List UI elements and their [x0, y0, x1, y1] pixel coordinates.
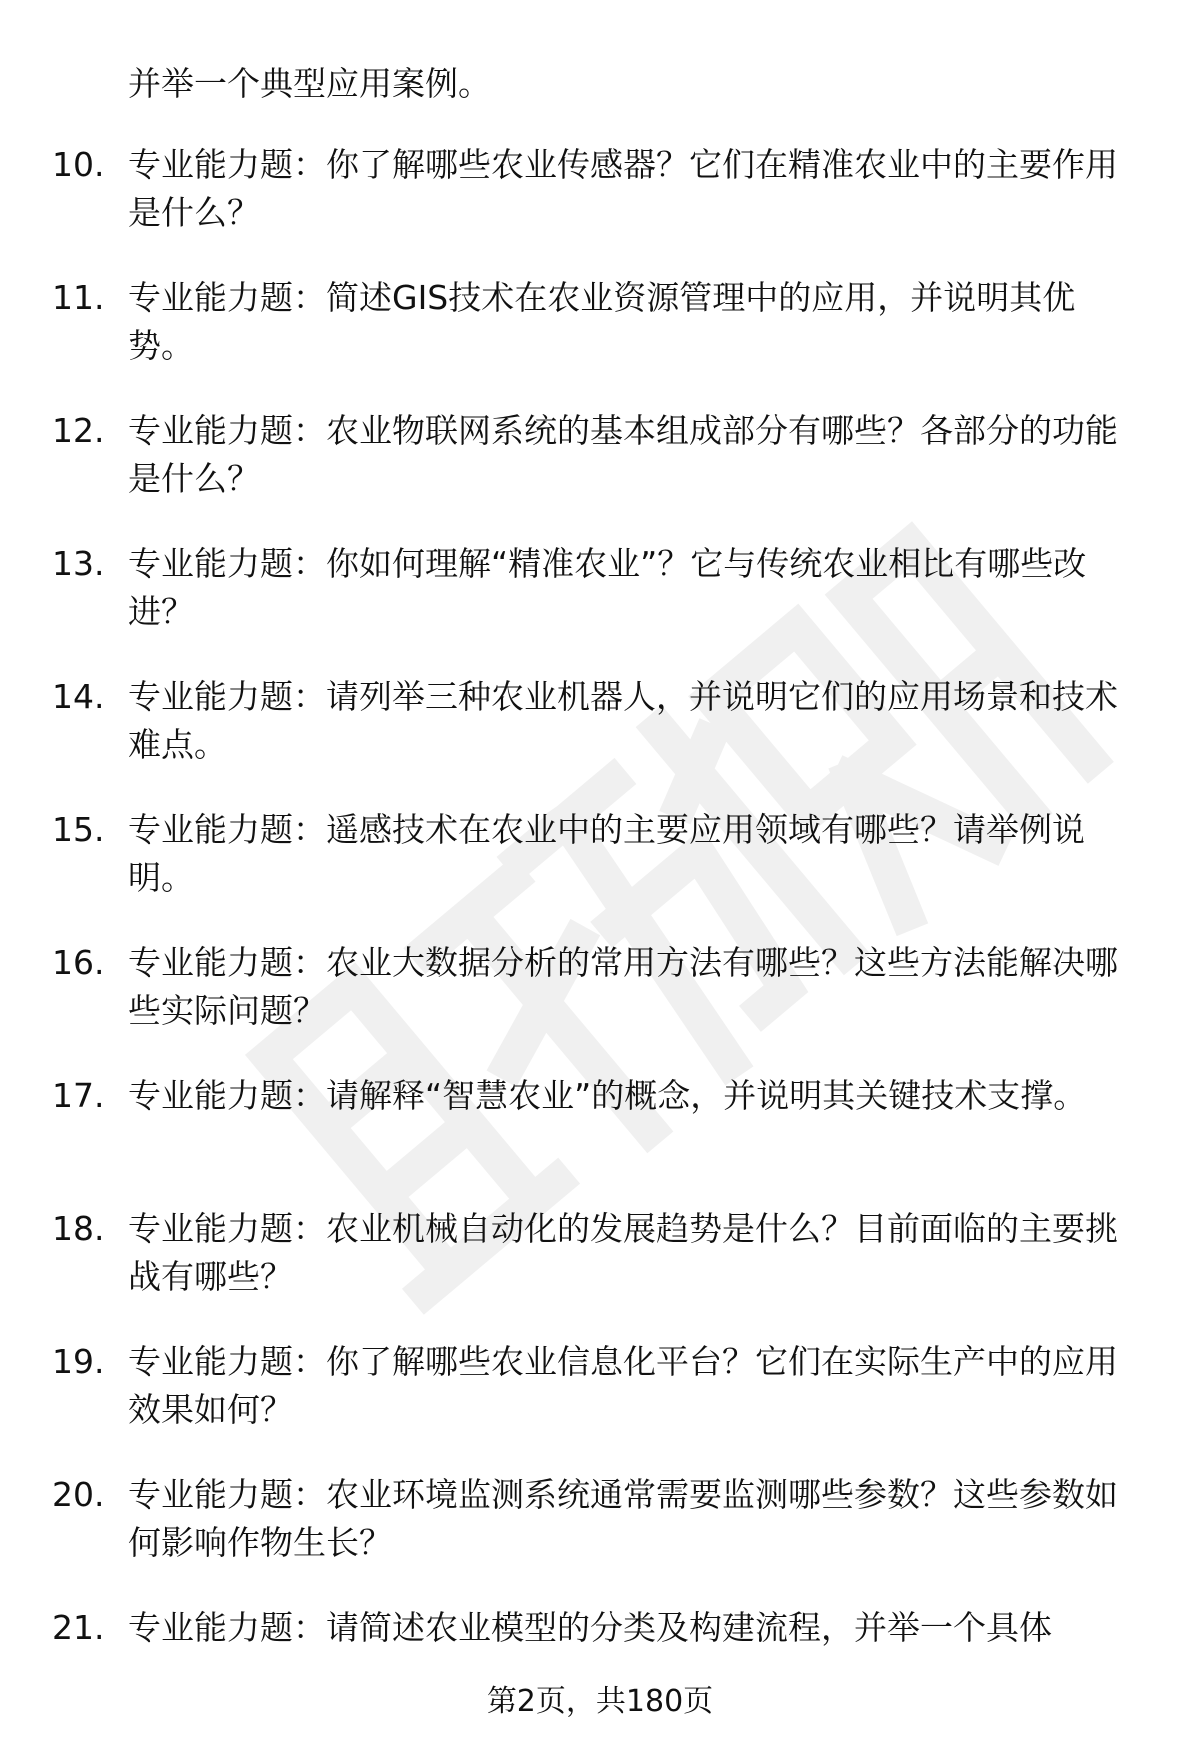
list-item [0, 1471, 1200, 1604]
item-number: 20. [52, 1475, 105, 1514]
item-text: 专业能力题：农业环境监测系统通常需要监测哪些参数？这些参数如何影响作物生长？ [128, 1475, 1118, 1562]
item-number: 18. [52, 1209, 105, 1248]
item-text: 专业能力题：请简述农业模型的分类及构建流程，并举一个具体 [128, 1608, 1052, 1647]
question-list [0, 141, 1200, 1737]
item-text: 专业能力题：农业物联网系统的基本组成部分有哪些？各部分的功能是什么？ [128, 411, 1118, 498]
list-item [0, 407, 1200, 540]
item-text: 专业能力题：遥感技术在农业中的主要应用领域有哪些？请举例说明。 [128, 810, 1085, 897]
item-text: 专业能力题：农业机械自动化的发展趋势是什么？目前面临的主要挑战有哪些？ [128, 1209, 1118, 1296]
item-number: 13. [52, 544, 105, 583]
list-item [0, 806, 1200, 939]
continuation-line: 并举一个典型应用案例。 [128, 64, 491, 103]
item-number: 15. [52, 810, 105, 849]
item-text: 专业能力题：农业大数据分析的常用方法有哪些？这些方法能解决哪些实际问题？ [128, 943, 1118, 1030]
item-number: 19. [52, 1342, 105, 1381]
list-item [0, 1072, 1200, 1205]
list-item [0, 274, 1200, 407]
item-text: 专业能力题：请列举三种农业机器人，并说明它们的应用场景和技术难点。 [128, 677, 1118, 764]
list-item [0, 1338, 1200, 1471]
list-item [0, 1205, 1200, 1338]
item-number: 10. [52, 145, 105, 184]
item-number: 21. [52, 1608, 105, 1647]
list-item [0, 939, 1200, 1072]
item-text: 专业能力题：简述GIS技术在农业资源管理中的应用，并说明其优势。 [128, 278, 1076, 365]
list-item [0, 673, 1200, 806]
page-footer: 第2页，共180页 [486, 1684, 714, 1719]
item-text: 专业能力题：你如何理解“精准农业”？它与传统农业相比有哪些改进？ [128, 544, 1087, 631]
list-item [0, 141, 1200, 274]
item-text: 专业能力题：你了解哪些农业信息化平台？它们在实际生产中的应用效果如何？ [128, 1342, 1118, 1429]
item-number: 17. [52, 1076, 105, 1115]
item-text: 专业能力题：你了解哪些农业传感器？它们在精准农业中的主要作用是什么？ [128, 145, 1118, 232]
list-item [0, 540, 1200, 673]
item-number: 12. [52, 411, 105, 450]
item-text: 专业能力题：请解释“智慧农业”的概念，并说明其关键技术支撑。 [128, 1076, 1087, 1115]
item-number: 11. [52, 278, 105, 317]
item-number: 16. [52, 943, 105, 982]
item-number: 14. [52, 677, 105, 716]
